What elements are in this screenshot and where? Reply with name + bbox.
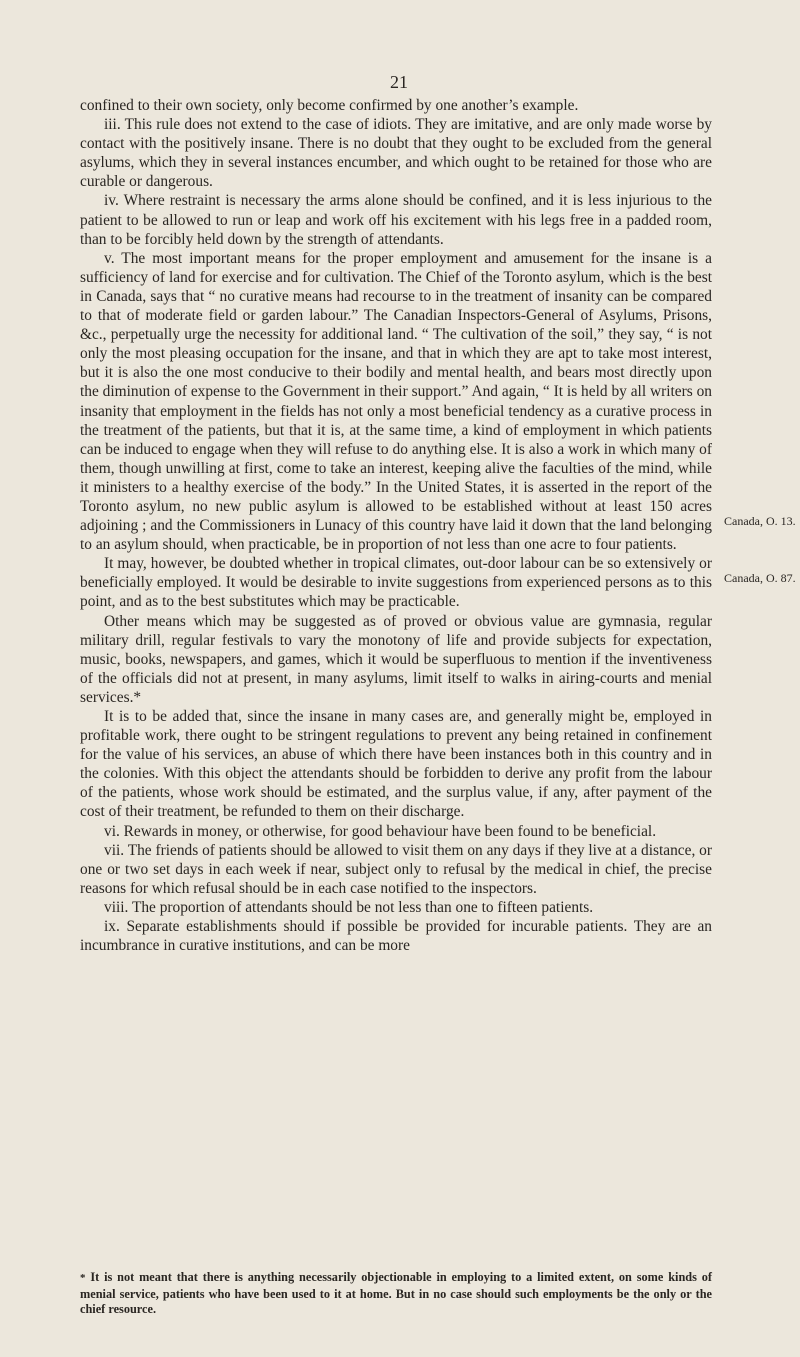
paragraph: iii. This rule does not extend to the case of idiots. They are imitative, and are only made worse by contact with the positively insane. There is no doubt that they ought to be excluded from the general asylums, which they in several instances encumber, and which ought to be retained for those who are curable or dangerous. xyxy=(80,116,712,191)
paragraph: Other means which may be suggested as of proved or obvious value are gymnasia, regular military drill, regular festivals to vary the monotony of life and provide subjects for expectation, music, books, newspapers, and games, which it would be superfluous to mention if the inventiveness of the officials did not at present, in many asylums, limit itself to walks in airing-courts and menial services.* xyxy=(80,612,712,706)
paragraph: viii. The proportion of attendants should be not less than one to fifteen patients. xyxy=(104,898,594,916)
paragraph: vi. Rewards in money, or otherwise, for good behaviour have been found to be beneficial. xyxy=(104,822,657,840)
footnote-mark: * xyxy=(80,1272,86,1284)
margin-note-canada-o13: Canada, O. 13. xyxy=(724,514,796,528)
body-text xyxy=(80,96,712,955)
paragraph: confined to their own society, only become confirmed by one another’s example. xyxy=(80,97,579,114)
paragraph: vii. The friends of patients should be allowed to visit them on any days if they live at a distance, or one or two set days in each week if near, subject only to refusal by the medical in chief, the precise reasons for which refusal should be in each case notified to the inspectors. xyxy=(80,841,712,897)
paragraph: iv. Where restraint is necessary the arms alone should be confined, and it is less injurious to the patient to be allowed to run or leap and work off his excitement with his legs free in a padded room, than to be forcibly held down by the strength of attendants. xyxy=(80,192,712,248)
paragraph: v. The most important means for the proper employment and amusement for the insane is a sufficiency of land for exercise and for cultivation. The Chief of the Toronto asylum, which is the best in Canada, says that “ no curative means had recourse to in the treatment of insanity can be compared to that of moderate field or garden labour.” The Canadian Inspectors-General of Asylums, Prisons, &c., perpetually urge the necessity for additional land. “ The cultivation of the soil,” they say, “ is not only the most pleasing occupation for the insane, and that in which they are apt to take most interest, but it is also the one most conducive to their bodily and mental health, and bears most directly upon the diminution of expense to the Government in their support.” And again, “ It is held by all writers on insanity that employment in the fields has not only a most beneficial tendency as a curative process in the treatment of the patients, but that it is, at the same time, a kind of employment in which patients can be induced to engage when they will refuse to do anything else. It is also a work in which many of them, though unwilling at first, come to take an interest, keeping alive the faculties of the mind, while it ministers to a healthy exercise of the body.” In the United States, it is asserted in the report of the Toronto asylum, no new public asylum is allowed to be established without at least 150 acres adjoining ; and the Commissioners in Lunacy of this country have laid it down that the land belonging to an asylum should, when practicable, be in proportion of not less than one acre to four patients. xyxy=(80,249,712,554)
paragraph: ix. Separate establishments should if possible be provided for incurable patients. They are an incumbrance in curative institutions, and can be more xyxy=(80,918,712,955)
paragraph: It is to be added that, since the insane in many cases are, and generally might be, employed in profitable work, there ought to be stringent regulations to prevent any being retained in confinement for the value of his services, an abuse of which there have been instances both in this country and in the colonies. With this object the attendants should be forbidden to derive any profit from the labour of the patients, whose work should be estimated, and the surplus value, if any, after payment of the cost of their treatment, be refunded to them on their discharge. xyxy=(80,708,712,821)
margin-note-canada-o87: Canada, O. 87. xyxy=(724,571,796,585)
paragraph: It may, however, be doubted whether in tropical climates, out-door labour can be so extensively or beneficially employed. It would be desirable to invite suggestions from experienced persons as to this point, and as to the best substitutes which may be practicable. xyxy=(80,555,712,611)
page-number: 21 xyxy=(390,72,408,92)
footnote xyxy=(80,1270,712,1318)
footnote-text: It is not meant that there is anything necessarily objectionable in employing to a limited extent, on some kinds of menial service, patients who have been used to it at home. But in no case should such employments be the only or the chief resource. xyxy=(80,1270,713,1316)
